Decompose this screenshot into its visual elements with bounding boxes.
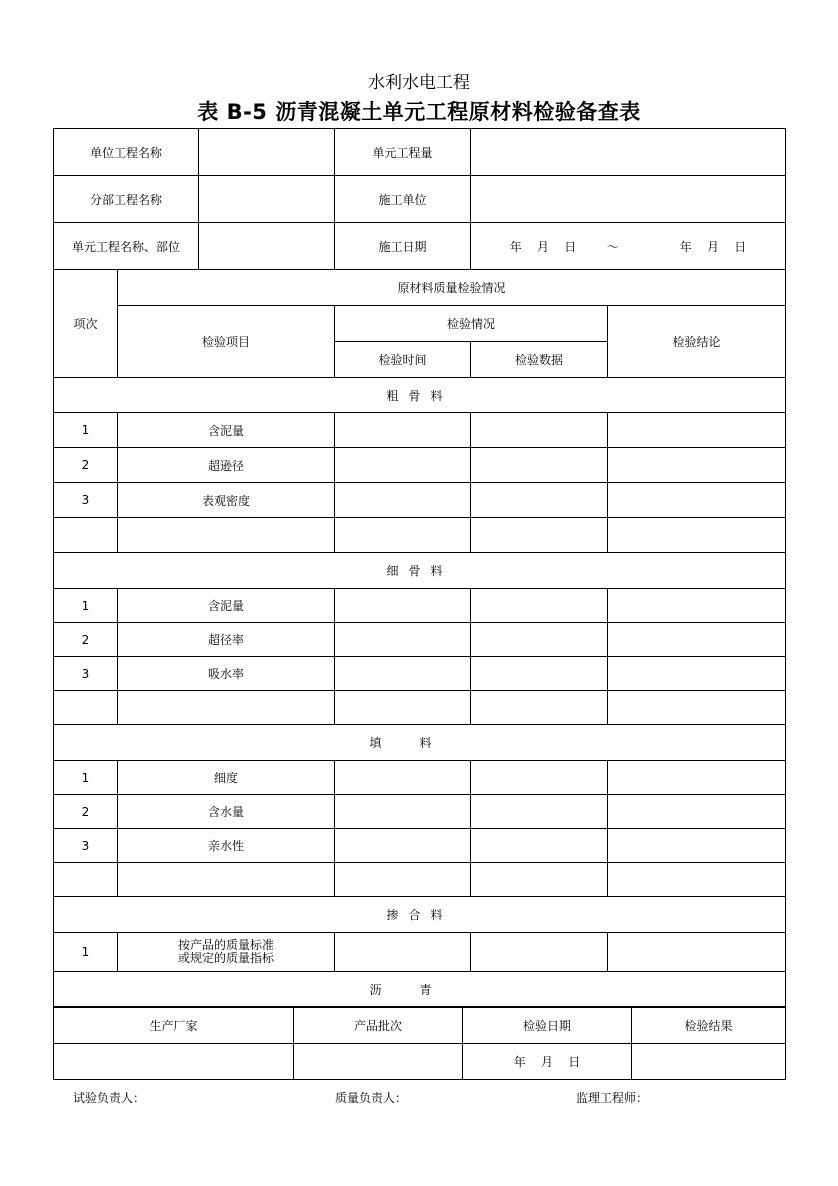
document-subtitle: 水利水电工程 — [368, 73, 470, 93]
conclusion-cell[interactable] — [608, 933, 786, 972]
conclusion-cell[interactable] — [608, 795, 786, 829]
table-row-empty — [54, 863, 786, 897]
table-row — [54, 761, 786, 795]
table-row-empty — [54, 691, 786, 725]
data-cell[interactable] — [471, 413, 608, 448]
table-row — [54, 448, 786, 483]
section-title-fine-aggregate: 细骨料 — [54, 553, 786, 589]
data-cell[interactable] — [471, 761, 608, 795]
time-cell[interactable] — [335, 448, 471, 483]
row-number: 1 — [54, 761, 118, 795]
conclusion-cell[interactable] — [608, 691, 786, 725]
row-item-line: 或规定的质量指标 — [178, 951, 275, 965]
test-date-header: 检验日期 — [463, 1008, 632, 1044]
time-cell[interactable] — [335, 761, 471, 795]
inspection-item-header: 检验项目 — [118, 306, 335, 378]
table-row — [54, 413, 786, 448]
sub-project-label: 分部工程名称 — [54, 176, 199, 223]
row-number: 3 — [54, 657, 118, 691]
table-row — [54, 483, 786, 518]
time-cell[interactable] — [335, 483, 471, 518]
data-cell[interactable] — [471, 795, 608, 829]
row-number: 2 — [54, 795, 118, 829]
conclusion-cell[interactable] — [608, 589, 786, 623]
time-cell[interactable] — [335, 933, 471, 972]
test-date-value[interactable] — [463, 1044, 632, 1080]
row-number: 2 — [54, 448, 118, 483]
item-no-header: 项次 — [54, 270, 118, 378]
quality-header: 原材料质量检验情况 — [118, 270, 786, 306]
bitumen-header-row — [54, 1008, 786, 1044]
test-date-text: 年 月 日 — [513, 1055, 581, 1069]
data-cell[interactable] — [471, 657, 608, 691]
table-row — [54, 657, 786, 691]
section-title-coarse-aggregate: 粗骨料 — [54, 378, 786, 413]
data-cell[interactable] — [471, 518, 608, 553]
time-cell[interactable] — [335, 829, 471, 863]
conclusion-cell[interactable] — [608, 623, 786, 657]
construction-date-label: 施工日期 — [335, 223, 471, 270]
row-item: 含水量 — [118, 795, 335, 829]
time-cell[interactable] — [335, 657, 471, 691]
conclusion-cell[interactable] — [608, 829, 786, 863]
row-item[interactable] — [118, 691, 335, 725]
time-cell[interactable] — [335, 589, 471, 623]
conclusion-cell[interactable] — [608, 518, 786, 553]
section-row — [54, 725, 786, 761]
row-item: 含泥量 — [118, 589, 335, 623]
row-number: 2 — [54, 623, 118, 657]
header-row — [54, 306, 786, 342]
lab-lead-signature: 试验负责人： — [73, 1091, 146, 1105]
row-number: 1 — [54, 933, 118, 972]
conclusion-header: 检验结论 — [608, 306, 786, 378]
section-title-filler: 填料 — [54, 725, 786, 761]
row-item[interactable] — [118, 518, 335, 553]
info-row — [54, 129, 786, 176]
conclusion-cell[interactable] — [608, 448, 786, 483]
sub-project-value[interactable] — [199, 176, 335, 223]
row-item: 亲水性 — [118, 829, 335, 863]
row-item: 含泥量 — [118, 413, 335, 448]
row-number: 3 — [54, 829, 118, 863]
row-number: 1 — [54, 413, 118, 448]
element-name-value[interactable] — [199, 223, 335, 270]
row-item — [118, 933, 335, 972]
section-row — [54, 378, 786, 413]
conclusion-cell[interactable] — [608, 657, 786, 691]
data-cell[interactable] — [471, 691, 608, 725]
data-cell[interactable] — [471, 448, 608, 483]
test-result-header: 检验结果 — [632, 1008, 786, 1044]
row-item-line: 按产品的质量标准 — [178, 938, 275, 952]
manufacturer-value[interactable] — [54, 1044, 294, 1080]
info-row — [54, 176, 786, 223]
bitumen-value-row — [54, 1044, 786, 1080]
unit-quantity-label: 单元工程量 — [335, 129, 471, 176]
conclusion-cell[interactable] — [608, 863, 786, 897]
row-item: 表观密度 — [118, 483, 335, 518]
header-row — [54, 270, 786, 306]
time-cell[interactable] — [335, 863, 471, 897]
time-cell[interactable] — [335, 691, 471, 725]
row-number: 1 — [54, 589, 118, 623]
table-row — [54, 795, 786, 829]
row-number[interactable] — [54, 863, 118, 897]
data-cell[interactable] — [471, 483, 608, 518]
manufacturer-header: 生产厂家 — [54, 1008, 294, 1044]
supervisor-signature: 监理工程师： — [576, 1091, 649, 1105]
unit-project-label: 单位工程名称 — [54, 129, 199, 176]
section-row — [54, 972, 786, 1007]
batch-header: 产品批次 — [294, 1008, 463, 1044]
row-number[interactable] — [54, 691, 118, 725]
data-cell[interactable] — [471, 829, 608, 863]
unit-project-value[interactable] — [199, 129, 335, 176]
construction-unit-label: 施工单位 — [335, 176, 471, 223]
unit-quantity-value[interactable] — [471, 129, 786, 176]
time-cell[interactable] — [335, 795, 471, 829]
table-row-empty — [54, 518, 786, 553]
quality-lead-signature: 质量负责人： — [335, 1091, 408, 1105]
row-item[interactable] — [118, 863, 335, 897]
row-item: 吸水率 — [118, 657, 335, 691]
data-cell[interactable] — [471, 623, 608, 657]
section-title-admixture: 掺合料 — [54, 897, 786, 933]
time-cell[interactable] — [335, 413, 471, 448]
batch-value[interactable] — [294, 1044, 463, 1080]
row-number: 3 — [54, 483, 118, 518]
section-row — [54, 553, 786, 589]
conclusion-cell[interactable] — [608, 761, 786, 795]
section-row — [54, 897, 786, 933]
conclusion-cell[interactable] — [608, 413, 786, 448]
bitumen-table — [53, 1007, 786, 1080]
row-item: 超径率 — [118, 623, 335, 657]
table-row — [54, 589, 786, 623]
row-item: 细度 — [118, 761, 335, 795]
element-name-label: 单元工程名称、部位 — [54, 223, 199, 270]
construction-date-value[interactable] — [471, 223, 786, 270]
table-row — [54, 829, 786, 863]
document-title: 表 B-5 沥青混凝土单元工程原材料检验备查表 — [197, 100, 641, 124]
row-item: 超逊径 — [118, 448, 335, 483]
construction-unit-value[interactable] — [471, 176, 786, 223]
conclusion-cell[interactable] — [608, 483, 786, 518]
inspection-data-header: 检验数据 — [471, 342, 608, 378]
table-row — [54, 623, 786, 657]
time-cell[interactable] — [335, 518, 471, 553]
test-result-value[interactable] — [632, 1044, 786, 1080]
data-cell[interactable] — [471, 589, 608, 623]
info-row — [54, 223, 786, 270]
data-cell[interactable] — [471, 933, 608, 972]
data-cell[interactable] — [471, 863, 608, 897]
time-cell[interactable] — [335, 623, 471, 657]
inspection-table — [53, 128, 786, 1007]
inspection-time-header: 检验时间 — [335, 342, 471, 378]
date-range-text: 年 月 日 ～ 年 月 日 — [509, 239, 747, 254]
table-row — [54, 933, 786, 972]
inspection-status-header: 检验情况 — [335, 306, 608, 342]
section-title-bitumen: 沥青 — [54, 972, 786, 1007]
row-number[interactable] — [54, 518, 118, 553]
